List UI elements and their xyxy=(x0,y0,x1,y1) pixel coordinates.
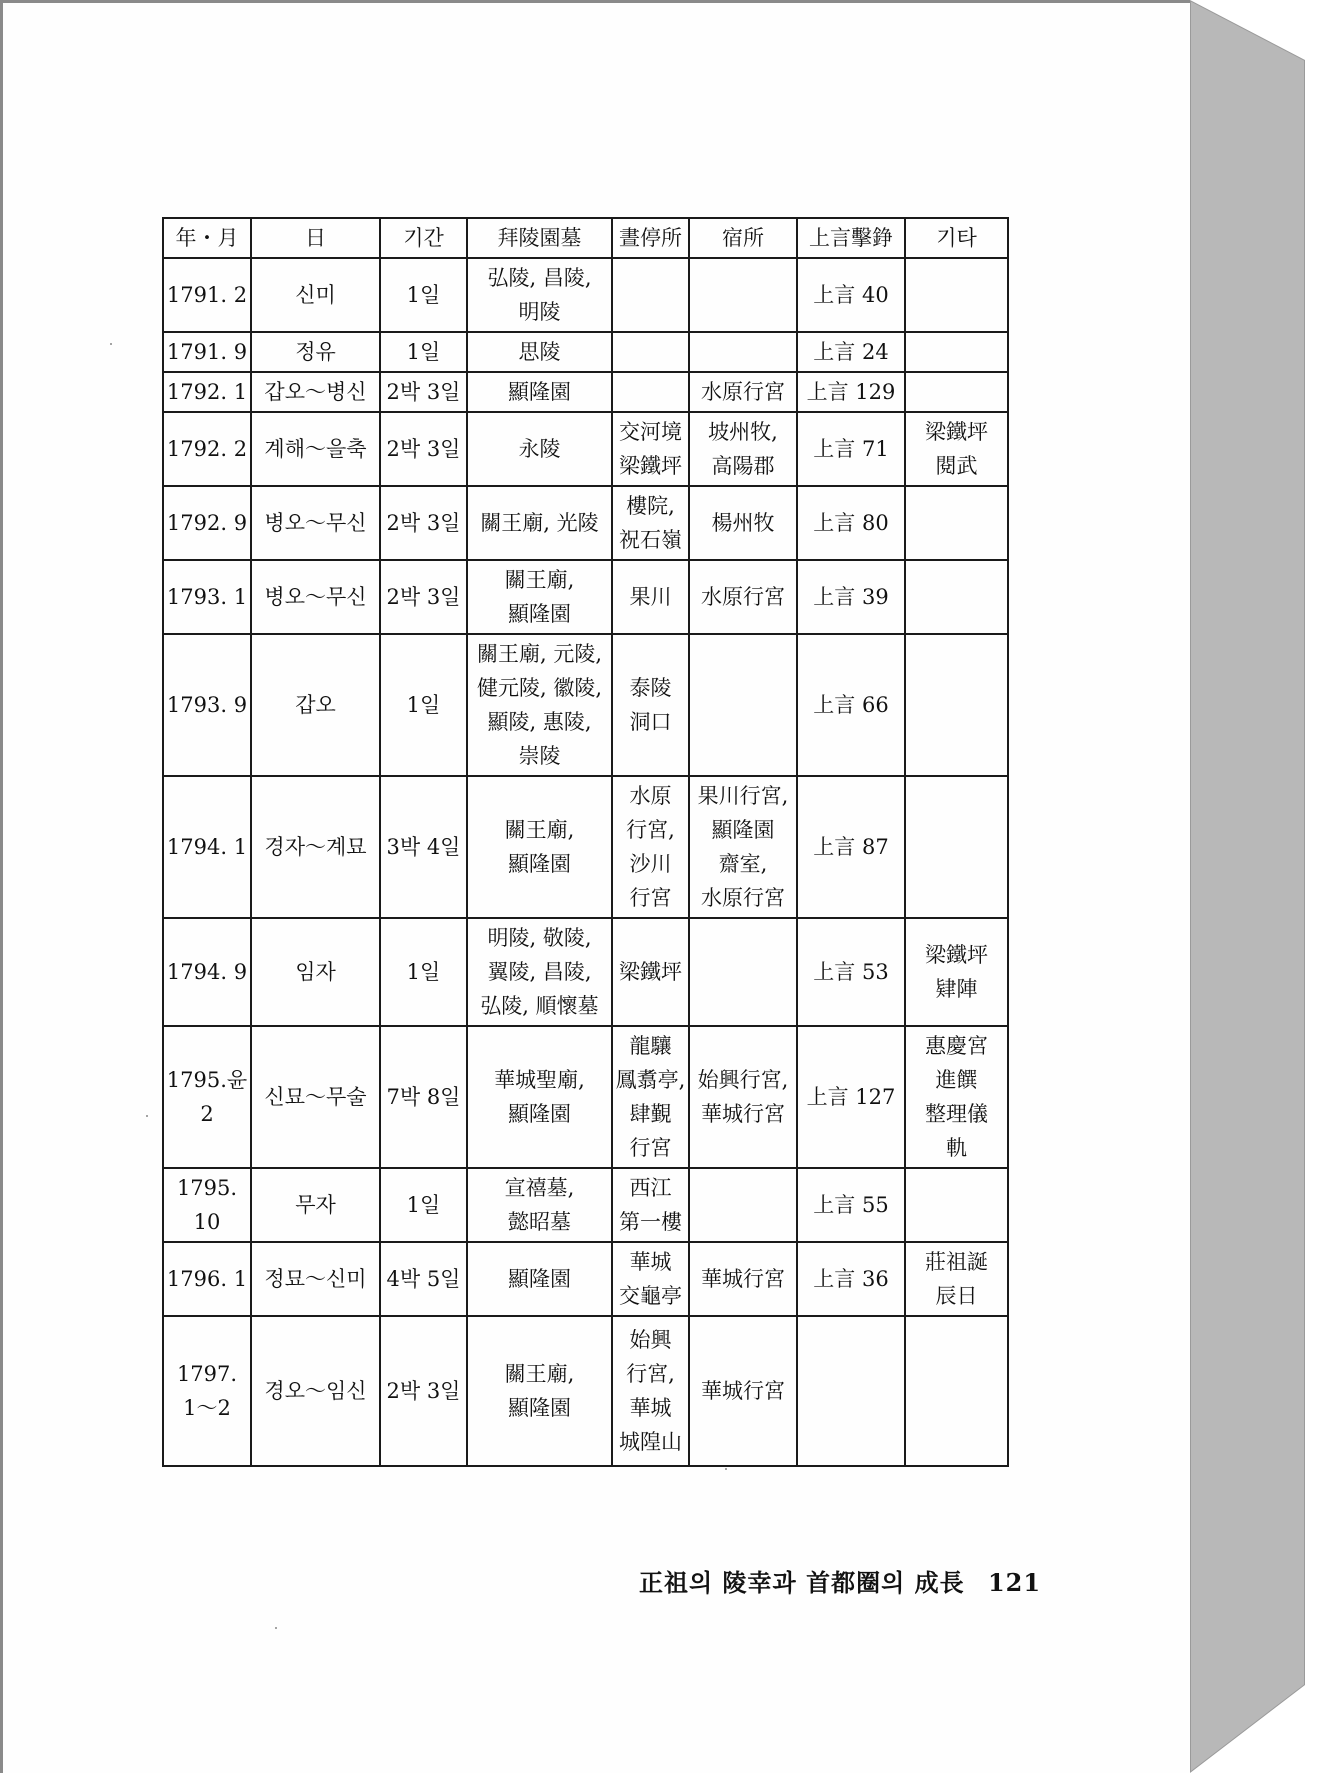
cell-lodging: 果川行宮, 顯隆園 齋室, 水原行宮 xyxy=(689,776,797,918)
scan-speck xyxy=(110,343,112,345)
cell-other: 莊祖誕 辰日 xyxy=(905,1242,1008,1316)
cell-year-month: 1797. 1～2 xyxy=(163,1316,251,1466)
scan-speck xyxy=(725,1468,727,1470)
cell-lodging: 楊州牧 xyxy=(689,486,797,560)
cell-other: 梁鐵坪 肄陣 xyxy=(905,918,1008,1026)
cell-other xyxy=(905,776,1008,918)
table-row xyxy=(163,634,1008,776)
cell-midday-stop: 梁鐵坪 xyxy=(612,918,689,1026)
cell-tombs-visited: 關王廟, 元陵, 健元陵, 徽陵, 顯陵, 惠陵, 崇陵 xyxy=(467,634,612,776)
cell-duration: 2박 3일 xyxy=(380,560,467,634)
cell-year-month: 1795. 10 xyxy=(163,1168,251,1242)
cell-tombs-visited: 明陵, 敬陵, 翼陵, 昌陵, 弘陵, 順懷墓 xyxy=(467,918,612,1026)
cell-duration: 2박 3일 xyxy=(380,372,467,412)
cell-midday-stop: 龍驤 鳳翥亭, 肆覲 行宮 xyxy=(612,1026,689,1168)
table-row xyxy=(163,776,1008,918)
cell-year-month: 1792. 1 xyxy=(163,372,251,412)
cell-midday-stop: 始興 行宮, 華城 城隍山 xyxy=(612,1316,689,1466)
cell-year-month: 1794. 9 xyxy=(163,918,251,1026)
cell-day: 무자 xyxy=(251,1168,380,1242)
cell-other: 梁鐵坪 閱武 xyxy=(905,412,1008,486)
cell-tombs-visited: 弘陵, 昌陵, 明陵 xyxy=(467,258,612,332)
cell-lodging: 華城行宮 xyxy=(689,1242,797,1316)
cell-other xyxy=(905,372,1008,412)
header-petitions: 上言擊錚 xyxy=(797,218,905,258)
table-row xyxy=(163,412,1008,486)
cell-tombs-visited: 關王廟, 光陵 xyxy=(467,486,612,560)
table-row xyxy=(163,560,1008,634)
cell-duration: 1일 xyxy=(380,1168,467,1242)
cell-lodging: 華城行宮 xyxy=(689,1316,797,1466)
cell-other xyxy=(905,1316,1008,1466)
cell-tombs-visited: 永陵 xyxy=(467,412,612,486)
cell-year-month: 1792. 2 xyxy=(163,412,251,486)
cell-duration: 4박 5일 xyxy=(380,1242,467,1316)
cell-midday-stop: 水原 行宮, 沙川 行宮 xyxy=(612,776,689,918)
cell-year-month: 1795.윤 2 xyxy=(163,1026,251,1168)
cell-duration: 3박 4일 xyxy=(380,776,467,918)
table-row xyxy=(163,258,1008,332)
page-edge-shadow xyxy=(1190,0,1332,1773)
cell-tombs-visited: 顯隆園 xyxy=(467,1242,612,1316)
cell-duration: 1일 xyxy=(380,634,467,776)
cell-other: 惠慶宮 進饌 整理儀 軌 xyxy=(905,1026,1008,1168)
header-other: 기타 xyxy=(905,218,1008,258)
table-row xyxy=(163,1316,1008,1466)
cell-duration: 2박 3일 xyxy=(380,412,467,486)
royal-tomb-visits-table xyxy=(162,217,1009,1467)
cell-midday-stop xyxy=(612,258,689,332)
cell-year-month: 1792. 9 xyxy=(163,486,251,560)
cell-year-month: 1793. 9 xyxy=(163,634,251,776)
cell-tombs-visited: 思陵 xyxy=(467,332,612,372)
cell-day: 갑오～병신 xyxy=(251,372,380,412)
cell-day: 경자～계묘 xyxy=(251,776,380,918)
cell-lodging xyxy=(689,1168,797,1242)
cell-day: 신묘～무술 xyxy=(251,1026,380,1168)
cell-midday-stop: 華城 交龜亭 xyxy=(612,1242,689,1316)
scan-speck xyxy=(275,1627,277,1629)
cell-midday-stop: 交河境 梁鐵坪 xyxy=(612,412,689,486)
cell-petitions: 上言 80 xyxy=(797,486,905,560)
cell-lodging: 始興行宮, 華城行宮 xyxy=(689,1026,797,1168)
cell-year-month: 1794. 1 xyxy=(163,776,251,918)
cell-petitions: 上言 71 xyxy=(797,412,905,486)
cell-petitions xyxy=(797,1316,905,1466)
cell-lodging: 水原行宮 xyxy=(689,372,797,412)
cell-tombs-visited: 關王廟, 顯隆園 xyxy=(467,560,612,634)
cell-petitions: 上言 127 xyxy=(797,1026,905,1168)
cell-other xyxy=(905,332,1008,372)
cell-day: 병오～무신 xyxy=(251,486,380,560)
cell-tombs-visited: 顯隆園 xyxy=(467,372,612,412)
cell-year-month: 1796. 1 xyxy=(163,1242,251,1316)
page-number: 121 xyxy=(987,1568,1042,1597)
running-footer xyxy=(639,1563,1041,1598)
cell-day: 갑오 xyxy=(251,634,380,776)
cell-midday-stop: 泰陵 洞口 xyxy=(612,634,689,776)
table-header-row xyxy=(163,218,1008,258)
table-row xyxy=(163,1242,1008,1316)
cell-petitions: 上言 87 xyxy=(797,776,905,918)
running-title: 正祖의 陵幸과 首都圈의 成長 xyxy=(639,1568,965,1597)
cell-other xyxy=(905,486,1008,560)
scan-speck xyxy=(146,1115,148,1117)
cell-year-month: 1793. 1 xyxy=(163,560,251,634)
cell-other xyxy=(905,1168,1008,1242)
cell-petitions: 上言 53 xyxy=(797,918,905,1026)
table-row xyxy=(163,1168,1008,1242)
cell-petitions: 上言 129 xyxy=(797,372,905,412)
cell-petitions: 上言 66 xyxy=(797,634,905,776)
header-year-month: 年・月 xyxy=(163,218,251,258)
cell-day: 임자 xyxy=(251,918,380,1026)
cell-petitions: 上言 55 xyxy=(797,1168,905,1242)
cell-petitions: 上言 40 xyxy=(797,258,905,332)
header-tombs-visited: 拜陵園墓 xyxy=(467,218,612,258)
cell-day: 계해～을축 xyxy=(251,412,380,486)
table-row xyxy=(163,1026,1008,1168)
cell-day: 경오～임신 xyxy=(251,1316,380,1466)
cell-lodging: 坡州牧, 高陽郡 xyxy=(689,412,797,486)
cell-day: 정묘～신미 xyxy=(251,1242,380,1316)
cell-lodging xyxy=(689,258,797,332)
cell-midday-stop: 西江 第一樓 xyxy=(612,1168,689,1242)
table-row xyxy=(163,372,1008,412)
cell-lodging xyxy=(689,332,797,372)
header-duration: 기간 xyxy=(380,218,467,258)
cell-lodging xyxy=(689,634,797,776)
cell-petitions: 上言 36 xyxy=(797,1242,905,1316)
header-day: 日 xyxy=(251,218,380,258)
cell-duration: 1일 xyxy=(380,918,467,1026)
cell-midday-stop xyxy=(612,332,689,372)
cell-tombs-visited: 宣禧墓, 懿昭墓 xyxy=(467,1168,612,1242)
table-row xyxy=(163,918,1008,1026)
cell-midday-stop: 樓院, 祝石嶺 xyxy=(612,486,689,560)
cell-other xyxy=(905,560,1008,634)
cell-tombs-visited: 關王廟, 顯隆園 xyxy=(467,776,612,918)
cell-other xyxy=(905,258,1008,332)
cell-lodging: 水原行宮 xyxy=(689,560,797,634)
table-row xyxy=(163,332,1008,372)
cell-duration: 2박 3일 xyxy=(380,1316,467,1466)
cell-duration: 1일 xyxy=(380,258,467,332)
cell-tombs-visited: 關王廟, 顯隆園 xyxy=(467,1316,612,1466)
header-midday-stop: 晝停所 xyxy=(612,218,689,258)
cell-tombs-visited: 華城聖廟, 顯隆園 xyxy=(467,1026,612,1168)
cell-lodging xyxy=(689,918,797,1026)
cell-day: 신미 xyxy=(251,258,380,332)
cell-midday-stop xyxy=(612,372,689,412)
cell-year-month: 1791. 2 xyxy=(163,258,251,332)
cell-duration: 2박 3일 xyxy=(380,486,467,560)
cell-other xyxy=(905,634,1008,776)
cell-midday-stop: 果川 xyxy=(612,560,689,634)
cell-petitions: 上言 39 xyxy=(797,560,905,634)
cell-petitions: 上言 24 xyxy=(797,332,905,372)
cell-day: 정유 xyxy=(251,332,380,372)
cell-duration: 7박 8일 xyxy=(380,1026,467,1168)
table-row xyxy=(163,486,1008,560)
cell-day: 병오～무신 xyxy=(251,560,380,634)
cell-year-month: 1791. 9 xyxy=(163,332,251,372)
cell-duration: 1일 xyxy=(380,332,467,372)
header-lodging: 宿所 xyxy=(689,218,797,258)
